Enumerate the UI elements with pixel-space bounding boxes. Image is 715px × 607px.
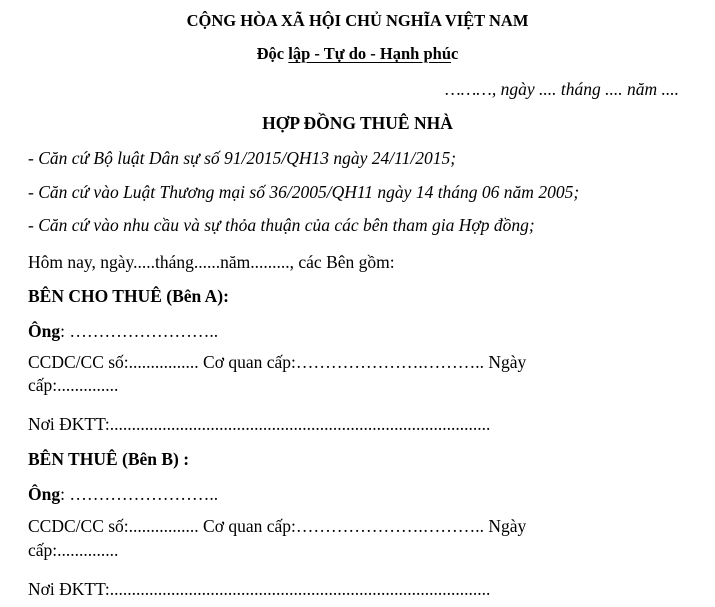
party-a-name-value: : …………………….. (60, 321, 219, 341)
document-title: HỢP ĐỒNG THUÊ NHÀ (262, 113, 453, 133)
national-motto (0, 43, 715, 65)
party-b-issue-line: cấp:.............. (28, 540, 119, 560)
legal-basis-1: - Căn cứ Bộ luật Dân sự số 91/2015/QH13 ngày 24/11/2015; (28, 148, 457, 168)
party-b-name-value: : …………………….. (60, 484, 219, 504)
party-b-name-label: Ông (28, 484, 61, 504)
party-a-id-line: CCDC/CC số:................ Cơ quan cấp:………………….……….. Ngày (28, 352, 527, 372)
motto-underlined: lập - Tự do - Hạnh phú (288, 44, 452, 63)
legal-basis-2: - Căn cứ vào Luật Thương mại số 36/2005/QH11 ngày 14 tháng 06 năm 2005; (28, 182, 580, 202)
party-a-name-label: Ông (28, 321, 61, 341)
party-a-heading: BÊN CHO THUÊ (Bên A): (28, 286, 229, 306)
party-b-address-line: Nơi ĐKTT:....................................................................................... (28, 579, 491, 599)
national-title: CỘNG HÒA XÃ HỘI CHỦ NGHĨA VIỆT NAM (186, 11, 529, 30)
party-b-id-line: CCDC/CC số:................ Cơ quan cấp:………………….……….. Ngày (28, 516, 527, 536)
legal-basis-3: - Căn cứ vào nhu cầu và sự thỏa thuận của các bên tham gia Hợp đồng; (28, 215, 535, 235)
intro-line: Hôm nay, ngày.....tháng......năm........., các Bên gồm: (28, 252, 395, 272)
party-b-name-line (28, 483, 218, 505)
motto-post: c (451, 44, 459, 63)
party-a-address-line: Nơi ĐKTT:....................................................................................... (28, 414, 491, 434)
party-b-heading: BÊN THUÊ (Bên B) : (28, 449, 190, 469)
date-line: ………, ngày .... tháng .... năm .... (445, 79, 679, 99)
motto-pre: Độc (256, 44, 289, 63)
party-a-issue-line: cấp:.............. (28, 375, 119, 395)
party-a-name-line (28, 320, 218, 342)
